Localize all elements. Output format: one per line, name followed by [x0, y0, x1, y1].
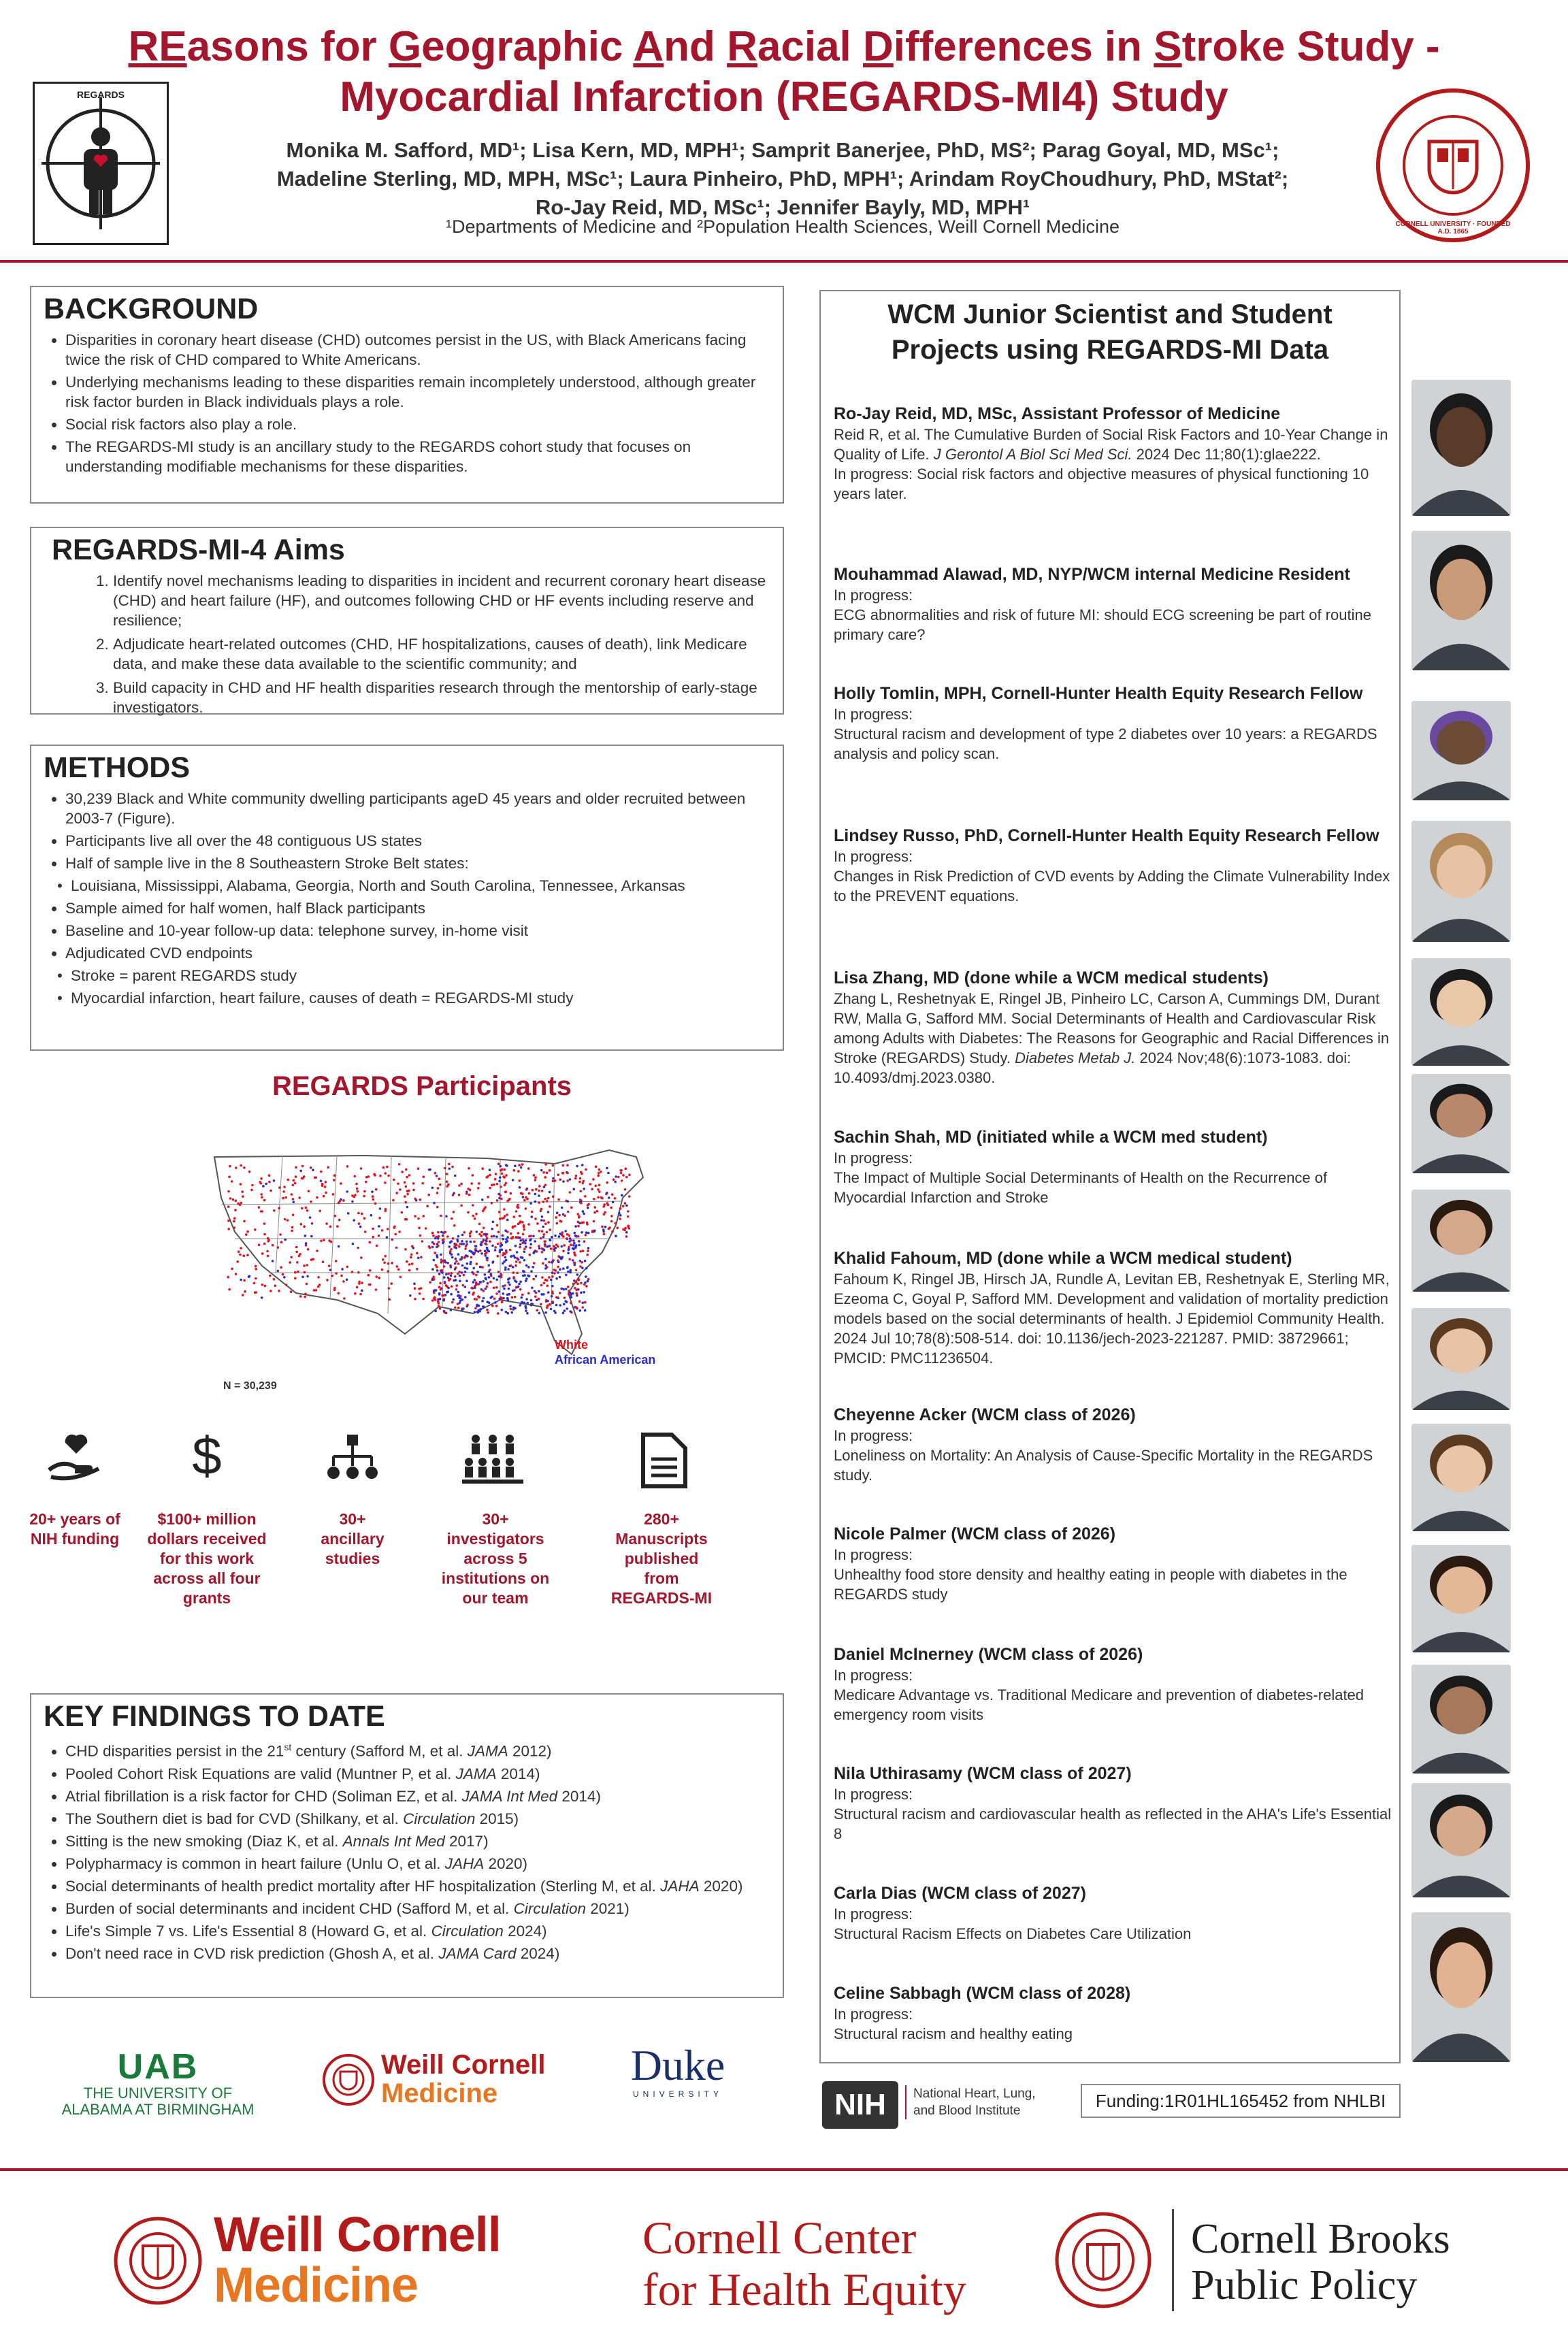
- project-author: Lindsey Russo, PhD, Cornell-Hunter Health Equity Research Fellow: [834, 826, 1379, 845]
- project-progress: ECG abnormalities and risk of future MI: should ECG screening be part of routine primary care?: [834, 606, 1371, 643]
- stat-manuscripts: 280+ Manuscripts published from REGARDS-MI: [610, 1510, 713, 1607]
- list-item: 3. Build capacity in CHD and HF health disparities research through the mentorship of early-stage investigators.: [113, 678, 770, 717]
- document-icon: [596, 1432, 732, 1501]
- footer-brooks-logo: Cornell Brooks Public Policy: [1052, 2209, 1474, 2311]
- project-entry: [834, 1882, 1392, 1944]
- headshot-photo: [1411, 1783, 1511, 1897]
- project-progress: In progress: Social risk factors and objective measures of physical functioning 10 years later.: [834, 466, 1369, 502]
- project-author: Mouhammad Alawad, MD, NYP/WCM internal Medicine Resident: [834, 565, 1350, 584]
- project-author: Khalid Fahoum, MD (done while a WCM medical student): [834, 1249, 1292, 1268]
- project-author: Celine Sabbagh (WCM class of 2028): [834, 1984, 1131, 2003]
- project-entry: [834, 1126, 1392, 1207]
- legend-african-american: African American: [555, 1353, 656, 1367]
- project-description: In progress:: [834, 1149, 913, 1166]
- project-progress: Structural racism and healthy eating: [834, 2025, 1073, 2042]
- aims-list: [31, 571, 783, 717]
- list-item: • CHD disparities persist in the 21st century (Safford M, et al. JAMA 2012): [65, 1737, 770, 1761]
- background-list: [31, 330, 783, 476]
- project-entry: [834, 1644, 1392, 1725]
- us-outline: [214, 1150, 643, 1354]
- map-n-label: N = 30,239: [223, 1380, 277, 1392]
- project-author: Nila Uthirasamy (WCM class of 2027): [834, 1764, 1132, 1783]
- headshot-photo: [1411, 531, 1511, 670]
- list-item: • Louisiana, Mississippi, Alabama, Georgia, North and South Carolina, Tennessee, Arkansas: [52, 876, 770, 896]
- project-description: In progress:: [834, 1667, 913, 1684]
- project-progress: The Impact of Multiple Social Determinants of Health on the Recurrence of Myocardial Infarction and Stroke: [834, 1169, 1328, 1206]
- nhlbi-name: National Heart, Lung, and Blood Institute: [905, 2085, 1036, 2119]
- project-entry: [834, 683, 1392, 764]
- list-item: • Sitting is the new smoking (Diaz K, et al. Annals Int Med 2017): [65, 1831, 770, 1851]
- list-item: • The REGARDS-MI study is an ancillary study to the REGARDS cohort study that focuses on understanding modifiable mechanisms for these disparities.: [65, 437, 770, 476]
- list-item: 1. Identify novel mechanisms leading to disparities in incident and recurrent coronary heart disease (CHD) and heart failure (HF), and outcomes following CHD or HF events including reserve and resilience;: [113, 571, 770, 630]
- project-entry: [834, 1247, 1392, 1368]
- list-item: • Social determinants of health predict mortality after HF hospitalization (Sterling M, et al. JAHA 2020): [65, 1876, 770, 1896]
- headshot-photo: [1411, 1308, 1511, 1410]
- funding-box: Funding:1R01HL165452 from NHLBI: [1081, 2084, 1401, 2118]
- list-item: • Sample aimed for half women, half Black participants: [65, 898, 770, 918]
- project-progress: Loneliness on Mortality: An Analysis of Cause-Specific Mortality in the REGARDS study.: [834, 1447, 1373, 1484]
- project-entry: [834, 1404, 1392, 1485]
- headshot-photo: [1411, 701, 1511, 800]
- project-author: Daniel McInerney (WCM class of 2026): [834, 1645, 1143, 1664]
- list-item: • The Southern diet is bad for CVD (Shilkany, et al. Circulation 2015): [65, 1809, 770, 1829]
- methods-title: METHODS: [44, 751, 190, 784]
- stat-ancillary: 30+ ancillary studies: [321, 1510, 385, 1567]
- participants-map: [201, 1137, 677, 1388]
- list-item: • Participants live all over the 48 contiguous US states: [65, 831, 770, 851]
- project-author: Lisa Zhang, MD (done while a WCM medical students): [834, 968, 1269, 987]
- list-item: • Disparities in coronary heart disease (CHD) outcomes persist in the US, with Black Americans facing twice the risk of CHD compared to White Americans.: [65, 330, 770, 370]
- projects-title: WCM Junior Scientist and Student Projects using REGARDS-MI Data: [887, 299, 1333, 365]
- project-description: In progress:: [834, 1786, 913, 1803]
- project-progress: Unhealthy food store density and healthy eating in people with diabetes in the REGARDS study: [834, 1566, 1348, 1603]
- project-author: Cheyenne Acker (WCM class of 2026): [834, 1405, 1136, 1424]
- project-entry: [834, 1523, 1392, 1604]
- project-description: In progress:: [834, 2006, 913, 2023]
- findings-section: [30, 1693, 784, 1998]
- list-item: • Social risk factors also play a role.: [65, 414, 770, 434]
- project-progress: Medicare Advantage vs. Traditional Medicare and prevention of diabetes-related emergency room visits: [834, 1686, 1365, 1723]
- uab-mark: UAB: [117, 2047, 199, 2087]
- headshot-photo: [1411, 1074, 1511, 1173]
- project-description: Zhang L, Reshetnyak E, Ringel JB, Pinheiro LC, Carson A, Cummings DM, Durant RW, Malla G, Safford MM. Social Determinants of Health and Cardiovascular Risk among Adults with Diabetes: The Reasons for Geographic and Racial Differences in Stroke (REGARDS) Study. Diabetes Metab J. 2024 Nov;48(6):1073-1083. doi: 10.4093/dmj.2023.0380.: [834, 990, 1390, 1086]
- list-item: • Baseline and 10-year follow-up data: telephone survey, in-home visit: [65, 921, 770, 941]
- project-entry: [834, 967, 1392, 1088]
- affiliations: ¹Departments of Medicine and ²Population Health Sciences, Weill Cornell Medicine: [446, 216, 1120, 237]
- footer-divider: [0, 2168, 1568, 2171]
- aims-title: REGARDS-MI-4 Aims: [52, 534, 345, 566]
- project-entry: [834, 403, 1392, 504]
- stat-investigators: 30+ investigators across 5 institutions on our team: [441, 1510, 550, 1607]
- hand-heart-icon: [8, 1429, 144, 1496]
- list-item: • Underlying mechanisms leading to these disparities remain incompletely understood, although greater risk factor burden in Black individuals plays a role.: [65, 372, 770, 412]
- headshot-photo: [1411, 958, 1511, 1066]
- hierarchy-icon: [284, 1432, 421, 1499]
- findings-list: [31, 1737, 783, 1963]
- project-description: Reid R, et al. The Cumulative Burden of Social Risk Factors and 10-Year Change in Quality of Life. J Gerontol A Biol Sci Med Sci. 2024 Dec 11;80(1):glae222.: [834, 426, 1388, 463]
- stat-nih-funding: 20+ years of NIH funding: [29, 1510, 120, 1548]
- headshot-photo: [1411, 821, 1511, 942]
- methods-section: [30, 745, 784, 1051]
- list-item: • Pooled Cohort Risk Equations are valid (Muntner P, et al. JAMA 2014): [65, 1764, 770, 1784]
- project-description: In progress:: [834, 848, 913, 865]
- list-item: • Life's Simple 7 vs. Life's Essential 8 (Howard G, et al. Circulation 2024): [65, 1921, 770, 1941]
- cornell-seal-logo: [1375, 87, 1531, 244]
- left-logo-text: REGARDS: [76, 89, 125, 100]
- headshot-photo: [1411, 380, 1511, 516]
- uab-logo: UAB THE UNIVERSITY OF ALABAMA AT BIRMINGHAM: [42, 2048, 274, 2117]
- people-group-icon: [425, 1432, 561, 1499]
- list-item: • Don't need race in CVD risk prediction (Ghosh A, et al. JAMA Card 2024): [65, 1944, 770, 1963]
- project-progress: Structural racism and cardiovascular health as reflected in the AHA's Life's Essential 8: [834, 1806, 1392, 1842]
- title-line-1: REasons for Geographic And Racial Differences in Stroke Study -: [128, 23, 1440, 70]
- methods-list: [31, 789, 783, 1008]
- project-description: In progress:: [834, 706, 913, 723]
- list-item: • Adjudicated CVD endpoints: [65, 943, 770, 963]
- project-author: Carla Dias (WCM class of 2027): [834, 1884, 1086, 1903]
- project-entry: [834, 1763, 1392, 1844]
- list-item: • Burden of social determinants and incident CHD (Safford M, et al. Circulation 2021): [65, 1899, 770, 1918]
- project-progress: Changes in Risk Prediction of CVD events by Adding the Climate Vulnerability Index to the PREVENT equations.: [834, 868, 1390, 904]
- nih-logo: NIH: [822, 2081, 898, 2129]
- list-item: • Atrial fibrillation is a risk factor for CHD (Soliman EZ, et al. JAMA Int Med 2014): [65, 1786, 770, 1806]
- project-author: Ro-Jay Reid, MD, MSc, Assistant Professor of Medicine: [834, 404, 1281, 423]
- headshot-photo: [1411, 1190, 1511, 1292]
- poster-title: [0, 22, 1568, 122]
- project-entry: [834, 1982, 1392, 2044]
- project-description: In progress:: [834, 587, 913, 604]
- headshot-photo: [1411, 1545, 1511, 1652]
- title-line-2: Myocardial Infarction (REGARDS-MI4) Study: [340, 74, 1228, 120]
- project-progress: Structural Racism Effects on Diabetes Care Utilization: [834, 1925, 1192, 1942]
- project-description: Fahoum K, Ringel JB, Hirsch JA, Rundle A, Levitan EB, Reshetnyak E, Sterling MR, Ezeoma C, Goyal P, Safford MM. Development and validation of mortality prediction models based on the social determinants of health. J Epidemiol Community Health. 2024 Jul 10;78(8):508-514. doi: 10.1136/jech-2023-221287. PMID: 38729661; PMCID: PMC11236504.: [834, 1271, 1390, 1367]
- project-description: In progress:: [834, 1427, 913, 1444]
- footer-wcm-logo: Weill Cornell Medicine: [112, 2209, 534, 2311]
- headshot-photo: [1411, 1912, 1511, 2062]
- list-item: • Myocardial infarction, heart failure, causes of death = REGARDS-MI study: [52, 988, 770, 1008]
- project-entry: [834, 825, 1392, 906]
- map-title: REGARDS Participants: [272, 1071, 572, 1101]
- list-item: • Polypharmacy is common in heart failure (Unlu O, et al. JAHA 2020): [65, 1854, 770, 1874]
- project-entry: [834, 564, 1392, 644]
- project-description: In progress:: [834, 1906, 913, 1923]
- stat-dollars: $100+ million dollars received for this work across all four grants: [147, 1510, 267, 1607]
- background-title: BACKGROUND: [44, 293, 259, 325]
- list-item: • Half of sample live in the 8 Southeastern Stroke Belt states:: [65, 853, 770, 873]
- background-section: [30, 286, 784, 504]
- aims-section: [30, 527, 784, 715]
- list-item: 2. Adjudicate heart-related outcomes (CHD, HF hospitalizations, causes of death), link Medicare data, and make these data available to the scientific community; and: [113, 634, 770, 674]
- legend-white: White: [555, 1338, 588, 1352]
- project-author: Holly Tomlin, MPH, Cornell-Hunter Health Equity Research Fellow: [834, 684, 1363, 703]
- project-author: Sachin Shah, MD (initiated while a WCM med student): [834, 1128, 1268, 1147]
- wcm-small-logo: Weill Cornell Medicine: [321, 2050, 559, 2111]
- author-list: Monika M. Safford, MD¹; Lisa Kern, MD, MPH¹; Samprit Banerjee, PhD, MS²; Parag Goyal, MD, MSc¹; Madeline Sterling, MD, MPH, MSc¹; Laura Pinheiro, PhD, MPH¹; Arindam RoyChoudhury, PhD, MStat²; Ro-Jay Reid, MD, MSc¹; Jennifer Bayly, MD, MPH¹: [276, 138, 1289, 219]
- findings-title: KEY FINDINGS TO DATE: [44, 1700, 385, 1733]
- list-item: • Stroke = parent REGARDS study: [52, 966, 770, 985]
- headshot-photo: [1411, 1424, 1511, 1531]
- project-description: In progress:: [834, 1546, 913, 1563]
- list-item: • 30,239 Black and White community dwelling participants ageD 45 years and older recruited between 2003-7 (Figure).: [65, 789, 770, 828]
- duke-logo: Duke UNIVERSITY: [630, 2041, 725, 2099]
- project-author: Nicole Palmer (WCM class of 2026): [834, 1524, 1116, 1544]
- cornell-seal-ring-text: CORNELL UNIVERSITY · FOUNDED A.D. 1865: [1395, 220, 1511, 235]
- dollar-icon: $: [192, 1426, 222, 1486]
- footer-health-equity-logo: Cornell Center for Health Equity: [642, 2212, 966, 2315]
- header-divider: [0, 260, 1568, 263]
- project-progress: Structural racism and development of type 2 diabetes over 10 years: a REGARDS analysis and policy scan.: [834, 725, 1377, 762]
- headshot-photo: [1411, 1665, 1511, 1774]
